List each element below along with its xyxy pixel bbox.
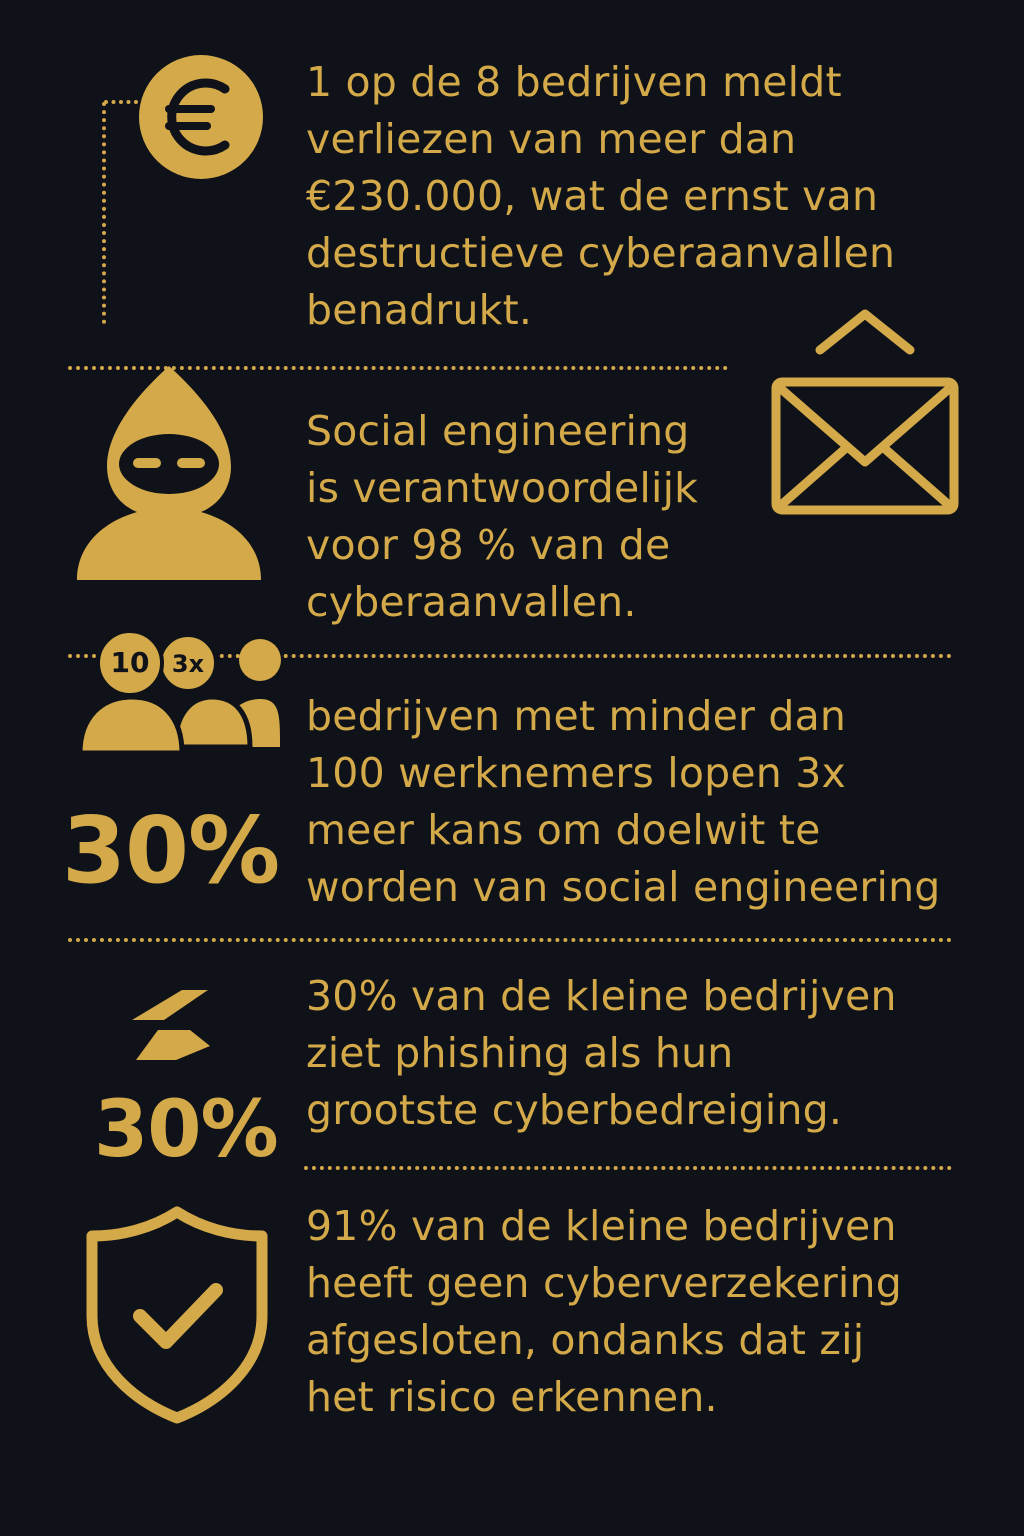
stat-text-phishing: 30% van de kleine bedrijven ziet phishing als hun grootste cyberbedreiging.	[306, 972, 897, 1134]
stat-text-cyber-insurance: 91% van de kleine bedrijven heeft geen cyberverzekering afgesloten, ondanks dat zij het risico erkennen.	[306, 1202, 902, 1421]
badge-3x: 3x	[171, 650, 205, 678]
shield-check-icon	[84, 1206, 270, 1422]
stat-text-social-engineering: Social engineering is verantwoordelijk voor 98 % van de cyberaanvallen.	[306, 407, 699, 626]
big-number-30-percent-phishing: 30%	[94, 1085, 278, 1175]
big-number-30-percent: 30%	[62, 797, 280, 904]
badge-10: 10	[110, 646, 150, 679]
section-divider	[68, 938, 952, 942]
stat-text-losses: 1 op de 8 bedrijven meldt verliezen van meer dan €230.000, wat de ernst van destructieve cyberaanvallen benadrukt.	[306, 58, 896, 334]
vertical-dotted-connector	[102, 102, 106, 324]
dotted-connector-top	[104, 100, 138, 104]
hooded-hacker-icon	[77, 366, 261, 580]
stat-text-small-companies: bedrijven met minder dan 100 werknemers lopen 3x meer kans om doelwit te worden van social engineering	[306, 692, 941, 911]
phishing-hook-icon	[132, 990, 212, 1062]
section-divider	[304, 1166, 952, 1170]
euro-coin-icon	[139, 55, 263, 179]
envelope-icon	[770, 312, 960, 516]
